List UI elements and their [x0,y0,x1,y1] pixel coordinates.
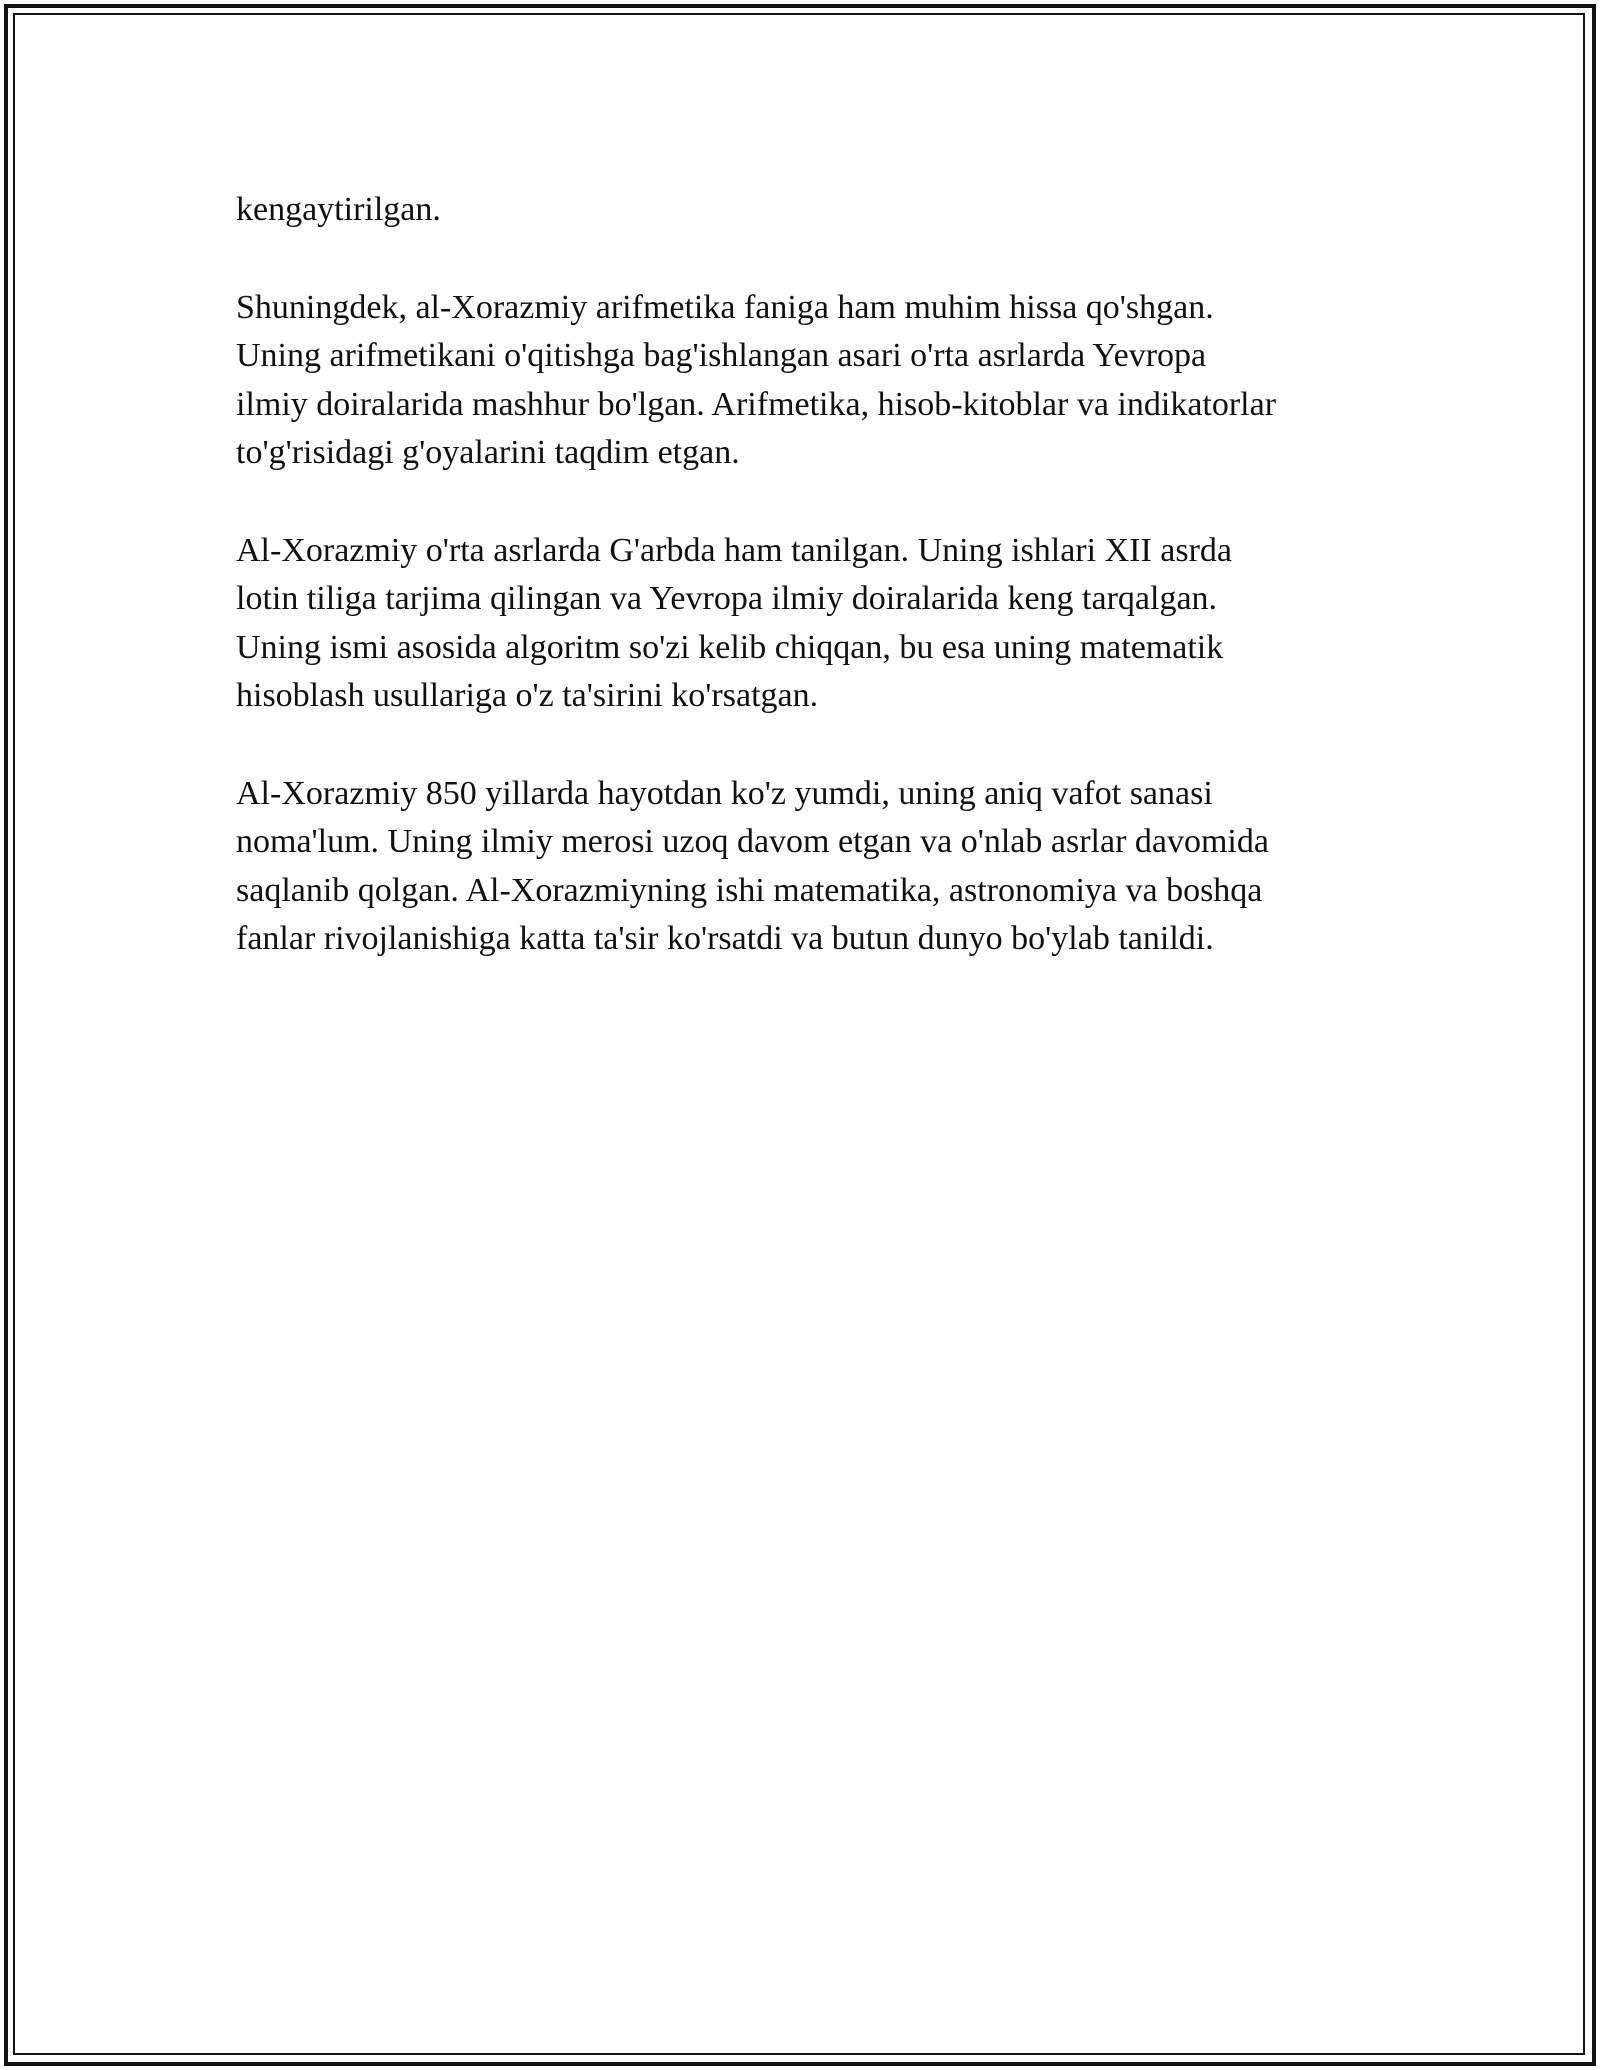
paragraph-1: kengaytirilgan. [236,191,441,228]
paragraph-3: Al-Xorazmiy o'rta asrlarda G'arbda ham tanilgan. Uning ishlari XII asrda lotin tiliga tarjima qilingan va Yevropa ilmiy doiralarida keng tarqalgan. Uning ismi asosida algoritm so'zi kelib chiqqan, bu esa uning matematik hisoblash usullariga o'z ta'sirini ko'rsatgan. [236,531,1233,714]
document-body [236,186,1386,1013]
paragraph-4: Al-Xorazmiy 850 yillarda hayotdan ko'z yumdi, uning aniq vafot sanasi noma'lum. Uning ilmiy merosi uzoq davom etgan va o'nlab asrlar davomida saqlanib qolgan. Al-Xorazmiyning ishi matematika, astronomiya va boshqa fanlar rivojlanishiga katta ta'sir ko'rsatdi va butun dunyo bo'ylab tanildi. [236,774,1269,957]
paragraph-2: Shuningdek, al-Xorazmiy arifmetika faniga ham muhim hissa qo'shgan. Uning arifmetikani o'qitishga bag'ishlangan asari o'rta asrlarda Yevropa ilmiy doiralarida mashhur bo'lgan. Arifmetika, hisob-kitoblar va indikatorlar to'g'risidagi g'oyalarini taqdim etgan. [236,288,1277,471]
